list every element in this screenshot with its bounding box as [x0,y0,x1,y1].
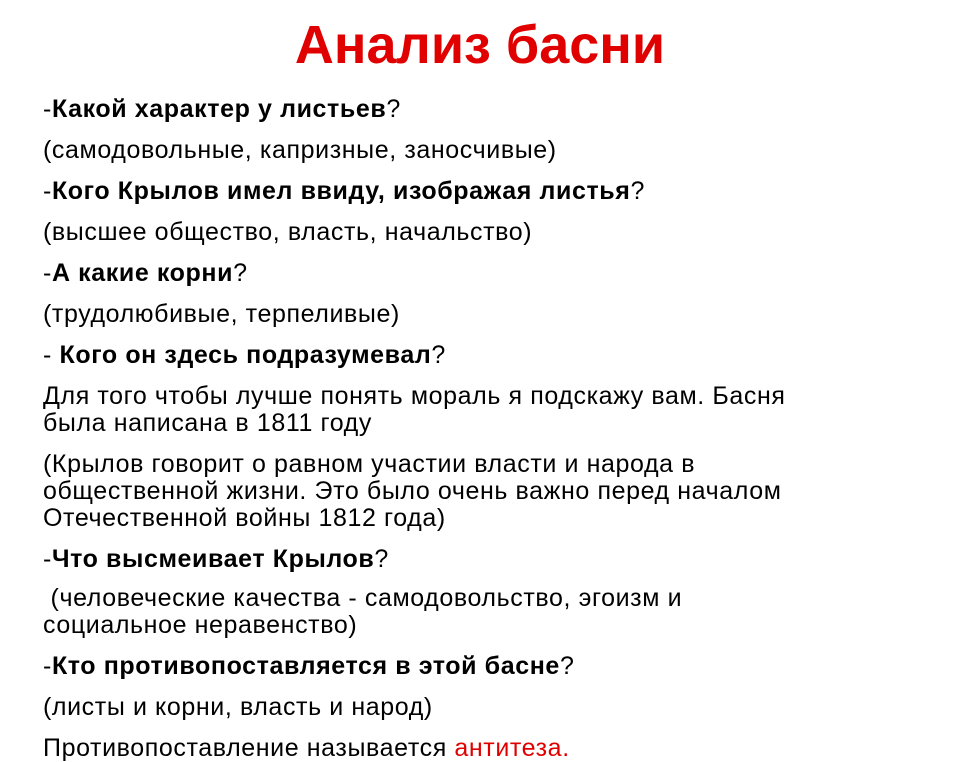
hint-line: Для того чтобы лучше понять мораль я подскажу вам. Басня [43,382,786,410]
question-text: Кто противопоставляется в этой басне [51,652,560,680]
context-line: Отечественной войны 1812 года) [43,504,446,532]
question-who-are-leaves [43,178,923,205]
answer-character-of-leaves: (самодовольные, капризные, заносчивые) [43,136,557,164]
context-line: (Крылов говорит о равном участии власти и народа в [43,450,696,478]
question-text: Какой характер у листьев [51,95,387,123]
hint-paragraph [43,383,923,437]
question-prefix: - [43,341,60,369]
question-text: Кого Крылов имел ввиду, изображая листья [51,177,631,205]
slide-content [43,96,923,762]
conclusion-text: Противопоставление называется [43,734,455,762]
question-prefix: - [43,545,52,573]
question-what-roots [43,260,923,287]
answer-who-are-leaves: (высшее общество, власть, начальство) [43,218,533,246]
question-who-meant [43,342,923,369]
question-mark: ? [431,341,446,369]
answer-what-mocks [43,585,923,639]
conclusion-antithesis [43,735,923,762]
question-prefix: - [43,177,52,205]
question-character-of-leaves [43,96,923,123]
question-mark: ? [559,652,575,680]
question-mark: ? [386,95,401,123]
question-text: А какие корни [51,259,234,287]
question-prefix: - [43,259,52,287]
question-mark: ? [233,259,248,287]
question-mark: ? [630,177,645,205]
hint-line: была написана в 1811 году [43,409,372,437]
question-prefix: - [43,95,52,123]
slide-title: Анализ басни [294,15,666,75]
answer-what-roots: (трудолюбивые, терпеливые) [43,300,400,328]
question-mark: ? [374,545,389,573]
question-what-mocks [43,546,923,573]
question-text: Кого он здесь подразумевал [59,341,432,369]
answer-line: социальное неравенство) [43,611,358,639]
answer-who-opposed: (листы и корни, власть и народ) [43,693,433,721]
question-who-opposed [43,653,923,680]
antithesis-term: антитеза. [454,734,570,762]
context-paragraph [43,451,923,532]
question-prefix: - [43,652,52,680]
answer-line: (человеческие качества - самодовольство, эгоизм и [43,584,683,612]
question-text: Что высмеивает Крылов [51,545,375,573]
context-line: общественной жизни. Это было очень важно перед началом [43,477,782,505]
